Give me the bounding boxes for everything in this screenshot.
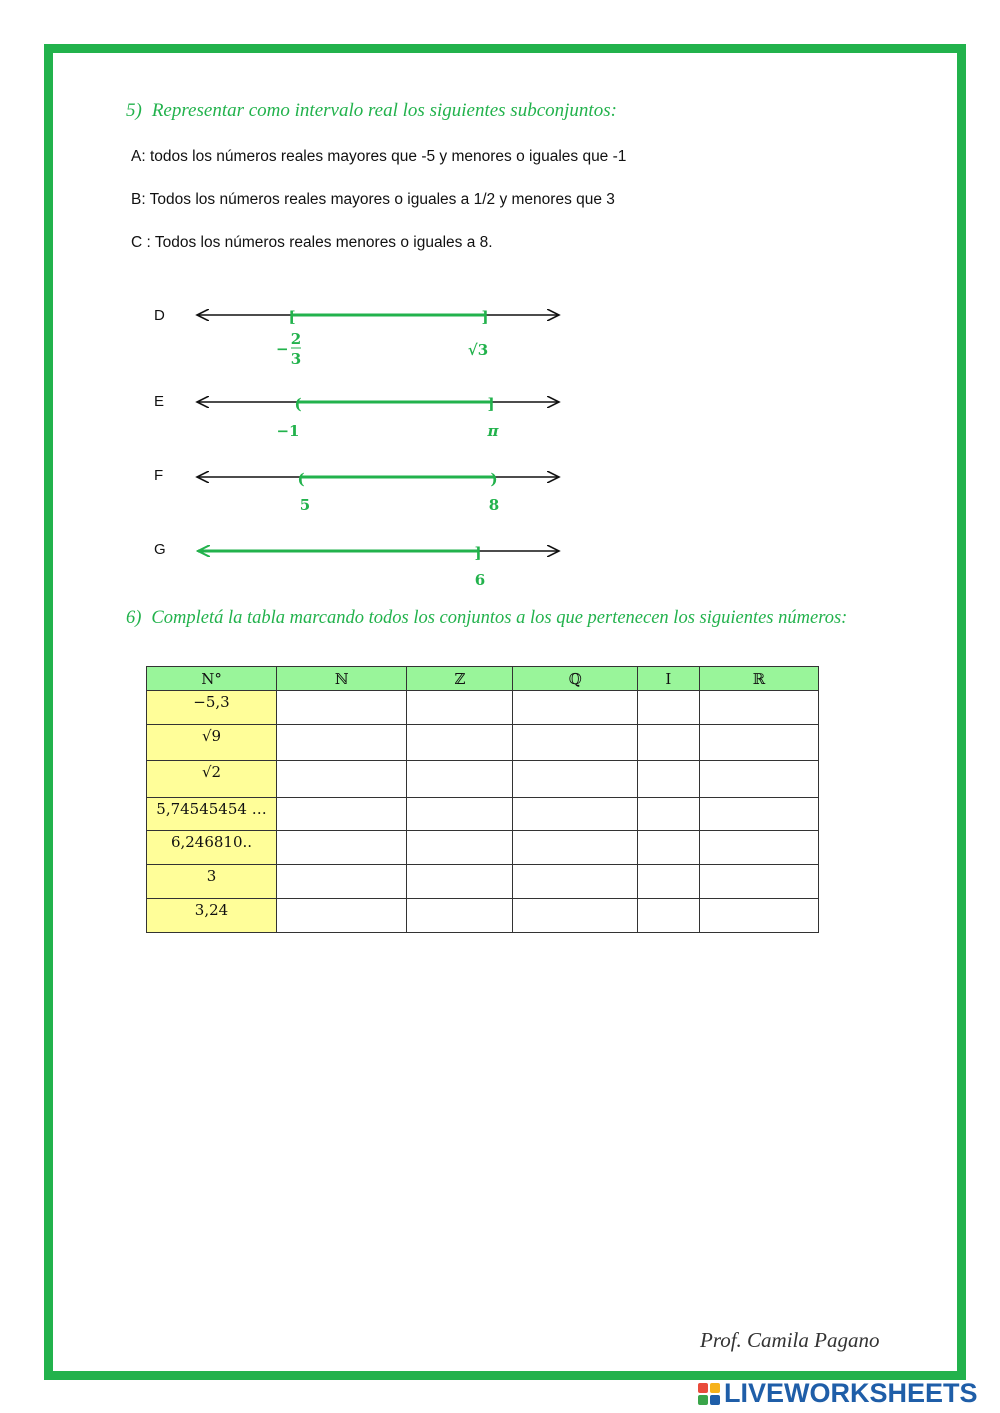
answer-cell[interactable] xyxy=(699,691,818,725)
section-5-heading: 5) Representar como intervalo real los siguientes subconjuntos: xyxy=(126,100,617,121)
answer-cell[interactable] xyxy=(513,798,638,831)
header-irrationals: I xyxy=(638,667,699,691)
answer-cell[interactable] xyxy=(513,899,638,933)
table-row xyxy=(147,831,819,865)
header-rationals: ℚ xyxy=(513,667,638,691)
table-row xyxy=(147,798,819,831)
left-bracket-e: ( xyxy=(294,395,302,413)
number-line-e xyxy=(197,395,559,440)
table-row xyxy=(147,865,819,899)
row-number: 3,24 xyxy=(147,899,277,933)
answer-cell[interactable] xyxy=(513,691,638,725)
right-bracket-e: ] xyxy=(487,395,495,413)
answer-cell[interactable] xyxy=(277,761,407,798)
left-value-d xyxy=(276,330,301,368)
svg-text:−: − xyxy=(276,340,289,358)
answer-cell[interactable] xyxy=(638,691,699,725)
answer-cell[interactable] xyxy=(277,691,407,725)
row-number: 6,246810.. xyxy=(147,831,277,865)
answer-cell[interactable] xyxy=(699,831,818,865)
row-number: 3 xyxy=(147,865,277,899)
left-value-e: −1 xyxy=(276,422,300,440)
table-row xyxy=(147,725,819,761)
header-naturals: ℕ xyxy=(277,667,407,691)
right-bracket-d: ] xyxy=(481,308,489,326)
answer-cell[interactable] xyxy=(407,831,513,865)
answer-cell[interactable] xyxy=(699,798,818,831)
right-value-d: √3 xyxy=(467,341,489,359)
row-number: 5,74545454 … xyxy=(147,798,277,831)
item-b-text: B: Todos los números reales mayores o iguales a 1/2 y menores que 3 xyxy=(131,191,615,208)
number-line-f xyxy=(197,470,559,514)
number-line-label-e: E xyxy=(154,393,165,410)
left-value-f: 5 xyxy=(299,496,311,514)
section-6-heading: 6) Completá la tabla marcando todos los conjuntos a los que pertenecen los siguientes números: xyxy=(126,608,848,628)
table-header-row xyxy=(147,667,819,691)
answer-cell[interactable] xyxy=(699,761,818,798)
answer-cell[interactable] xyxy=(513,725,638,761)
liveworksheets-logo-icon xyxy=(698,1383,720,1405)
header-number: N° xyxy=(147,667,277,691)
table-row xyxy=(147,899,819,933)
item-c-text: C : Todos los números reales menores o iguales a 8. xyxy=(131,234,493,251)
header-reals: ℝ xyxy=(699,667,818,691)
header-integers: ℤ xyxy=(407,667,513,691)
item-a-text: A: todos los números reales mayores que -5 y menores o iguales que -1 xyxy=(131,148,627,165)
row-number: −5,3 xyxy=(147,691,277,725)
answer-cell[interactable] xyxy=(699,725,818,761)
number-line-label-g: G xyxy=(154,541,166,558)
brand-name: LIVEWORKSHEETS xyxy=(724,1378,978,1408)
left-bracket-d: [ xyxy=(288,308,296,326)
answer-cell[interactable] xyxy=(277,798,407,831)
answer-cell[interactable] xyxy=(277,899,407,933)
table-row xyxy=(147,691,819,725)
brand-footer[interactable] xyxy=(698,1378,978,1409)
answer-cell[interactable] xyxy=(513,831,638,865)
answer-cell[interactable] xyxy=(638,761,699,798)
answer-cell[interactable] xyxy=(699,865,818,899)
number-line-d xyxy=(197,308,559,368)
author-signature: Prof. Camila Pagano xyxy=(700,1328,880,1352)
answer-cell[interactable] xyxy=(407,691,513,725)
right-value-g: 6 xyxy=(474,571,486,589)
number-line-label-d: D xyxy=(154,307,165,324)
answer-cell[interactable] xyxy=(638,798,699,831)
answer-cell[interactable] xyxy=(513,761,638,798)
number-lines-figure xyxy=(0,0,1000,600)
answer-cell[interactable] xyxy=(638,725,699,761)
answer-cell[interactable] xyxy=(407,725,513,761)
table-row xyxy=(147,761,819,798)
row-number: √9 xyxy=(147,725,277,761)
answer-cell[interactable] xyxy=(407,761,513,798)
svg-text:3: 3 xyxy=(290,350,302,368)
answer-cell[interactable] xyxy=(277,865,407,899)
answer-cell[interactable] xyxy=(407,865,513,899)
answer-cell[interactable] xyxy=(513,865,638,899)
answer-cell[interactable] xyxy=(277,725,407,761)
left-bracket-f: ( xyxy=(297,470,305,488)
right-bracket-g: ] xyxy=(474,544,482,562)
answer-cell[interactable] xyxy=(277,831,407,865)
answer-cell[interactable] xyxy=(407,899,513,933)
answer-cell[interactable] xyxy=(638,831,699,865)
right-value-f: 8 xyxy=(488,496,500,514)
answer-cell[interactable] xyxy=(407,798,513,831)
right-bracket-f: ) xyxy=(490,470,498,488)
number-line-label-f: F xyxy=(154,467,164,484)
answer-cell[interactable] xyxy=(638,865,699,899)
svg-text:2: 2 xyxy=(290,330,302,348)
row-number: √2 xyxy=(147,761,277,798)
answer-cell[interactable] xyxy=(699,899,818,933)
number-line-g xyxy=(197,544,559,589)
sets-table xyxy=(146,666,819,933)
answer-cell[interactable] xyxy=(638,899,699,933)
right-value-e: π xyxy=(487,422,499,440)
